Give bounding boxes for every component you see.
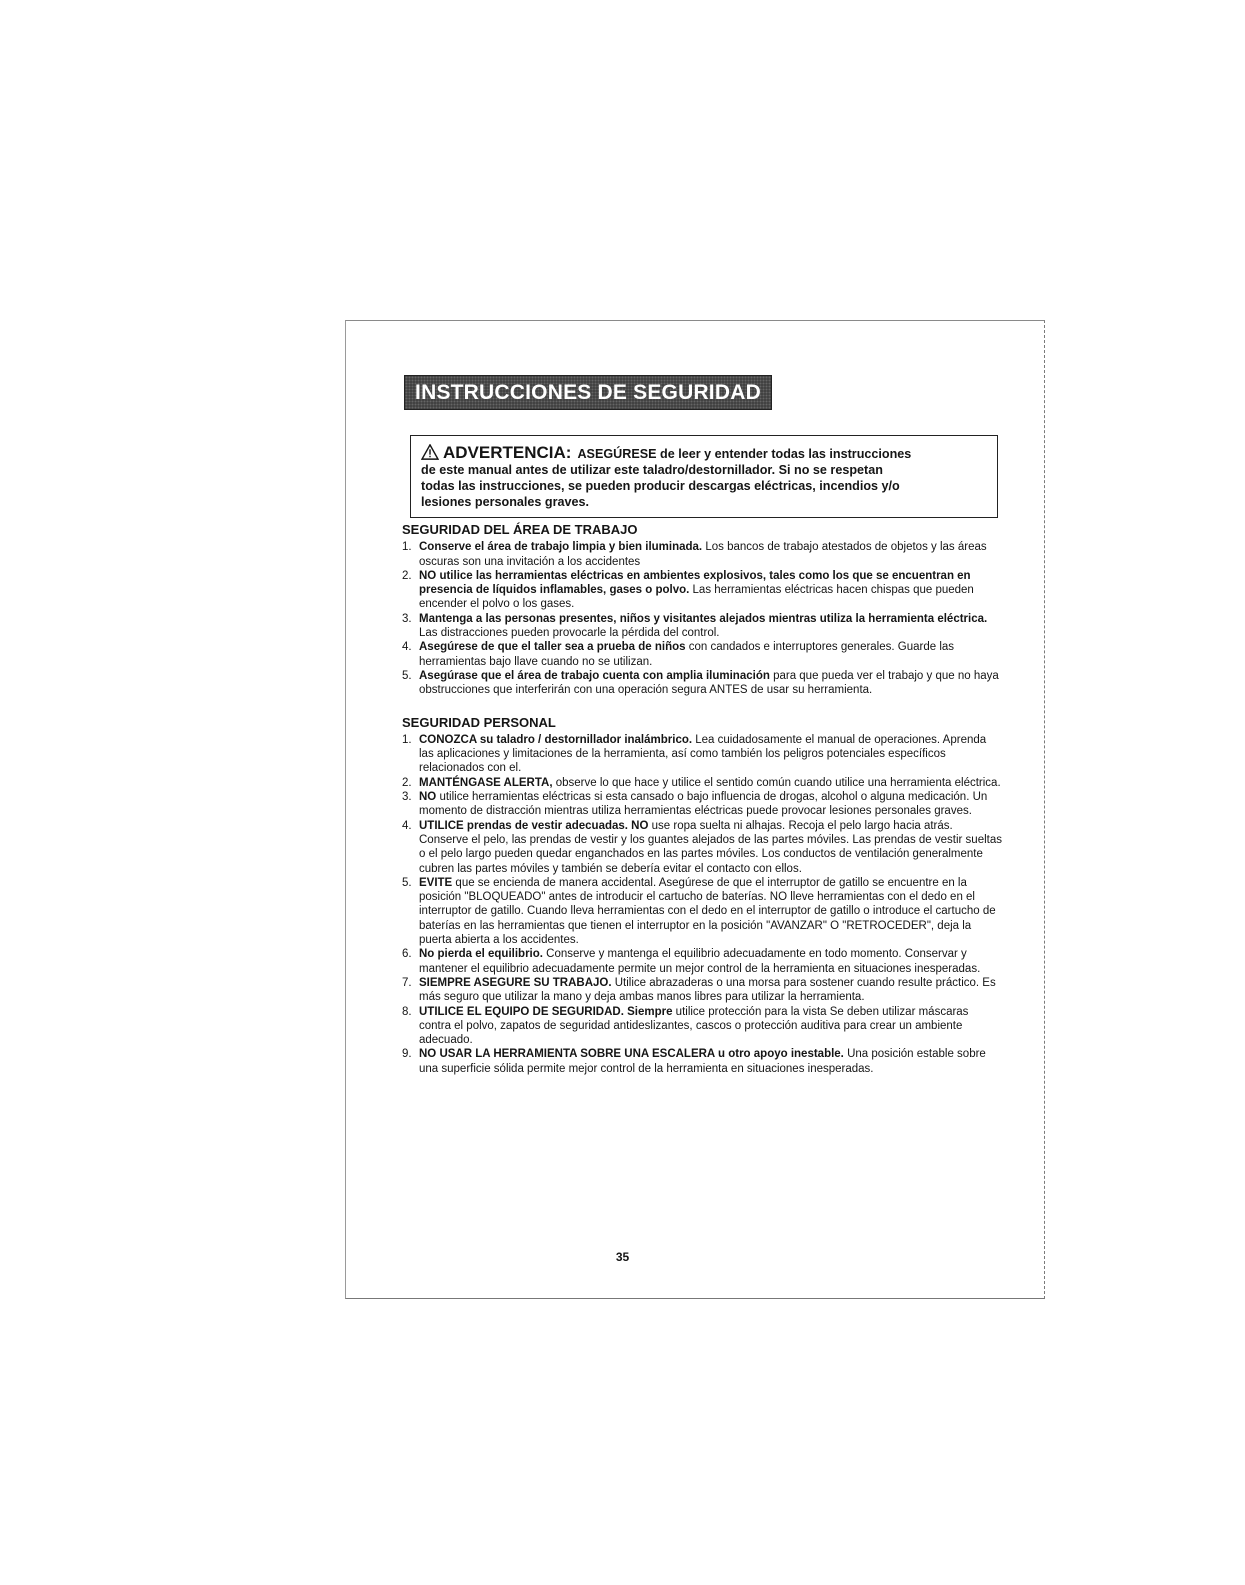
list-item	[402, 569, 1002, 612]
item-bold-text: Asegúrase que el área de trabajo cuenta con amplia iluminación	[419, 669, 770, 682]
item-text: Las distracciones pueden provocarle la pérdida del control.	[419, 627, 720, 640]
page-number: 35	[615, 1250, 630, 1264]
warning-line-4: lesiones personales graves.	[421, 495, 590, 509]
item-number: 1.	[402, 541, 412, 554]
item-text: para que pueda ver el trabajo y que no haya obstrucciones que interferirán con una operación segura ANTES de usar su herramienta.	[419, 669, 999, 697]
item-number: 4.	[402, 641, 412, 654]
item-text: Lea cuidadosamente el manual de operaciones. Aprenda las aplicaciones y limitaciones de la herramienta, así como también los peligros potenciales específicos relacionados con el.	[419, 733, 987, 775]
item-number: 4.	[402, 819, 412, 832]
item-text: que se encienda de manera accidental. Asegúrese de que el interruptor de gatillo se encuentre en la posición "BLOQUEADO" antes de introducir el cartucho de baterías. NO lleve herramientas con el dedo en el interruptor de gatillo. Cuando lleva herramientas con el dedo en el interruptor de gatillo o introduce el cartucho de baterías en las herramientas que tienen el interruptor en la posición "AVANZAR" O "RETROCEDER", deja la puerta abierta a los accidentes.	[419, 876, 996, 947]
item-number: 1.	[402, 733, 412, 746]
item-bold-text: UTILICE EL EQUIPO DE SEGURIDAD. Siempre	[419, 1005, 673, 1018]
item-number: 5.	[402, 876, 412, 889]
item-text: utilice herramientas eléctricas si esta cansado o bajo influencia de drogas, alcohol o alguna medicación. Un momento de distracción mientras utiliza herramientas eléctricas puede provocar lesiones personales graves.	[419, 791, 988, 818]
title-banner	[404, 375, 772, 410]
instructions-content	[402, 523, 1002, 1076]
section-heading-personal: SEGURIDAD PERSONAL	[402, 714, 556, 730]
list-item	[402, 640, 1002, 669]
item-bold-text: UTILICE prendas de vestir adecuadas. NO	[419, 819, 649, 832]
item-bold-text: Conserve el área de trabajo limpia y bien iluminada.	[419, 541, 703, 554]
item-text: Los bancos de trabajo atestados de objetos y las áreas oscuras son una invitación a los accidentes	[419, 541, 987, 568]
item-bold-text: Mantenga a las personas presentes, niños y visitantes alejados mientras utiliza la herramienta eléctrica.	[419, 612, 988, 625]
list-item	[402, 733, 1002, 776]
item-number: 3.	[402, 612, 412, 625]
list-item	[402, 776, 1002, 790]
section-heading-work-area: SEGURIDAD DEL ÁREA DE TRABAJO	[402, 522, 638, 537]
item-number: 7.	[402, 976, 412, 989]
list-item	[402, 947, 1002, 976]
item-number: 2.	[402, 776, 412, 789]
list-item	[402, 976, 1002, 1005]
item-bold-text: SIEMPRE ASEGURE SU TRABAJO.	[419, 976, 612, 989]
item-bold-text: NO utilice las herramientas eléctricas en ambientes explosivos, tales como los que se encuentran en presencia de líquidos inflamables, gases o polvo.	[419, 569, 971, 597]
list-item	[402, 1005, 1002, 1048]
item-bold-text: CONOZCA su taladro / destornillador inalámbrico.	[419, 733, 693, 746]
item-text: observe lo que hace y utilice el sentido común cuando utilice una herramienta eléctrica.	[552, 776, 1001, 789]
item-bold-text: EVITE	[419, 876, 453, 889]
item-bold-text: NO USAR LA HERRAMIENTA SOBRE UNA ESCALERA u otro apoyo inestable.	[419, 1048, 844, 1061]
list-item	[402, 876, 1002, 947]
list-item	[402, 819, 1002, 876]
warning-line-1: ASEGÚRESE de leer y entender todas las instrucciones	[577, 447, 912, 461]
list-item	[402, 790, 1002, 819]
page-title: INSTRUCCIONES DE SEGURIDAD	[415, 380, 761, 404]
list-item	[402, 612, 1002, 641]
item-text: use ropa suelta ni alhajas. Recoja el pelo largo hacia atrás. Conserve el pelo, las prendas de vestir y los guantes alejados de las partes móviles. Las prendas de vestir sueltas o el pelo largo pueden quedar enganchados en las partes móviles. Los conductos de ventilación generalmente cubren las partes móviles y también se debería evitar el contacto con ellos.	[419, 819, 1002, 875]
item-number: 6.	[402, 948, 412, 961]
list-item	[402, 1047, 1002, 1076]
item-bold-text: MANTÉNGASE ALERTA,	[419, 776, 553, 789]
item-text: Una posición estable sobre una superficie sólida permite mejor control de la herramienta en situaciones inesperadas.	[419, 1048, 986, 1075]
list-item	[402, 540, 1002, 569]
item-text: Las herramientas eléctricas hacen chispas que pueden encender el polvo o los gases.	[419, 584, 974, 611]
item-text: Conserve y mantenga el equilibrio adecuadamente en todo momento. Conservar y mantener el equilibrio adecuadamente permite un mejor control de la herramienta en situaciones inesperadas.	[419, 948, 981, 975]
warning-triangle-icon	[421, 444, 439, 460]
warning-head	[421, 442, 987, 462]
item-number: 9.	[402, 1048, 412, 1061]
list-item	[402, 669, 1002, 698]
item-bold-text: No pierda el equilibrio.	[419, 948, 543, 961]
item-bold-text: Asegúrese de que el taller sea a prueba de niños	[419, 641, 686, 654]
warning-label: ADVERTENCIA:	[443, 443, 572, 462]
work-area-list	[402, 540, 1002, 697]
section-gap	[402, 698, 1002, 716]
item-number: 3.	[402, 791, 412, 804]
item-number: 8.	[402, 1005, 412, 1018]
item-text: con candados e interruptores generales. Guarde las herramientas bajo llave cuando no se utilizan.	[419, 641, 955, 668]
item-number: 5.	[402, 669, 412, 682]
warning-line-3: todas las instrucciones, se pueden producir descargas eléctricas, incendios y/o	[421, 479, 900, 493]
item-number: 2.	[402, 569, 412, 582]
warning-line-2: de este manual antes de utilizar este taladro/destornillador. Si no se respetan	[421, 463, 883, 477]
item-bold-text: NO	[419, 791, 437, 804]
warning-box	[410, 435, 998, 518]
item-text: Utilice abrazaderas o una morsa para sostener cuando resulte práctico. Es más seguro que utilizar la mano y deja ambas manos libres para utilizar la herramienta.	[419, 976, 996, 1004]
personal-list	[402, 733, 1002, 1076]
item-text: utilice protección para la vista Se deben utilizar máscaras contra el polvo, zapatos de seguridad antideslizantes, cascos o protección auditiva para crear un ambiente adecuado.	[419, 1005, 969, 1047]
